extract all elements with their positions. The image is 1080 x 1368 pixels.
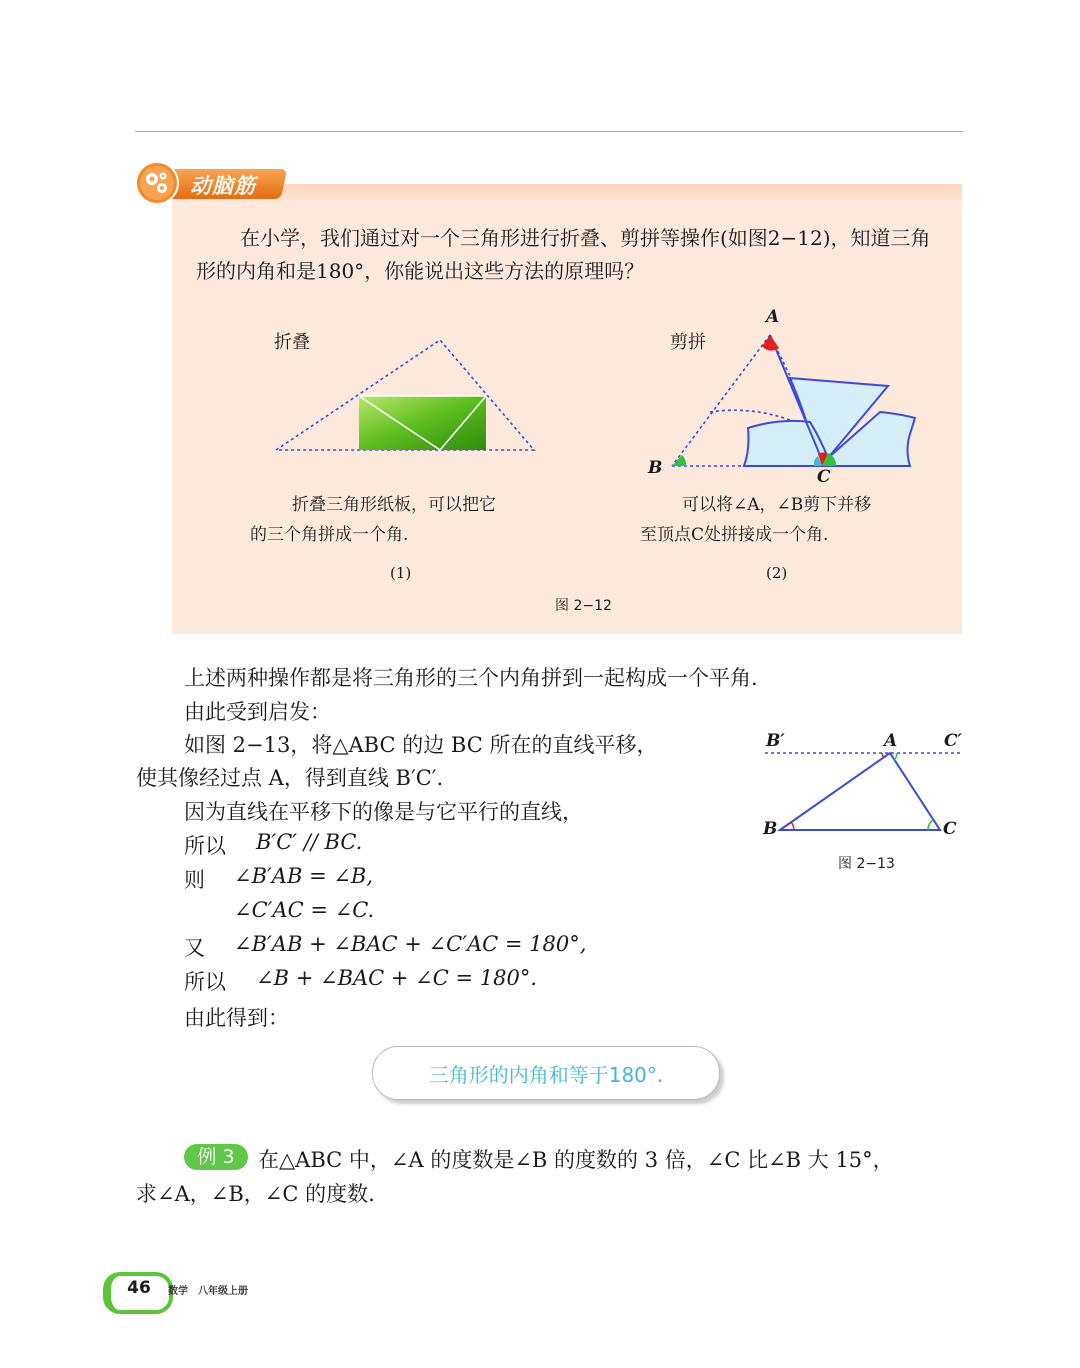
body-line-10-math: ∠B + ∠BAC + ∠C = 180°. [256,966,538,990]
body-line-9-label: 又 [184,936,205,960]
fig213-b: B [763,819,778,839]
top-divider [135,131,963,132]
gears-icon [134,160,180,206]
fig2-caption-line1: 可以将∠A，∠B剪下并移 [682,495,872,515]
fig213-a: A [884,731,898,751]
body-line-4: 使其像经过点 A，得到直线 B′C′. [136,766,444,790]
fig1-caption-line2: 的三个角拼成一个角. [250,525,409,545]
conclusion-text: 三角形的内角和等于180°. [428,1063,664,1087]
body-line-9-math: ∠B′AB + ∠BAC + ∠C′AC = 180°, [234,932,587,956]
fig2-point-a: A [766,307,780,327]
body-line-11: 由此得到： [184,1006,289,1030]
fig2-label: 剪拼 [670,332,706,353]
example-line-1: 在△ABC 中，∠A 的度数是∠B 的度数的 3 倍，∠C 比∠B 大 15°， [258,1148,894,1172]
body-line-6-math: B′C′ // BC. [256,830,363,854]
body-line-10-label: 所以 [184,970,226,994]
body-line-5: 因为直线在平移下的像是与它平行的直线， [184,800,583,824]
fig-2-13-diagram [760,735,970,840]
fig1-caption-line1: 折叠三角形纸板，可以把它 [292,495,496,515]
fig2-caption-line2: 至顶点C处拼接成一个角. [640,525,829,545]
fig2-cutting-diagram [640,310,930,490]
think-header-strip [172,184,962,200]
body-line-1: 上述两种操作都是将三角形的三个内角拼到一起构成一个平角. [184,666,758,690]
fig1-number: (1) [390,564,412,582]
body-line-7-label: 则 [184,868,205,892]
example-badge: 例 3 [184,1144,248,1170]
body-line-7-math: ∠B′AB = ∠B, [234,864,374,888]
page-number: 46 [127,1278,151,1298]
fig1-folding-diagram [270,335,540,460]
fig2-number: (2) [766,564,788,582]
fig213-c-prime: C′ [944,731,963,751]
figure-2-13-caption: 图 2−13 [838,856,895,872]
fig1-label: 折叠 [274,332,310,353]
fig213-b-prime: B′ [766,731,785,751]
footer-book-title: 数学 八年级上册 [168,1286,248,1297]
think-badge-label: 动脑筋 [190,174,256,198]
body-line-2: 由此受到启发： [184,700,331,724]
fig2-point-c: C [817,467,831,487]
body-line-6-label: 所以 [184,834,226,858]
fig2-point-b: B [648,458,663,478]
body-line-3: 如图 2−13，将△ABC 的边 BC 所在的直线平移， [184,733,658,757]
fig213-c: C [943,819,957,839]
example-line-2: 求∠A，∠B，∠C 的度数. [136,1182,375,1206]
conclusion-box [372,1046,720,1100]
body-line-8-math: ∠C′AC = ∠C. [234,898,375,922]
figure-2-12-caption: 图 2−12 [555,598,612,614]
think-question: 在小学，我们通过对一个三角形进行折叠、剪拼等操作(如图2−12)，知道三角形的内角和是180°，你能说出这些方法的原理吗？ [196,226,931,283]
